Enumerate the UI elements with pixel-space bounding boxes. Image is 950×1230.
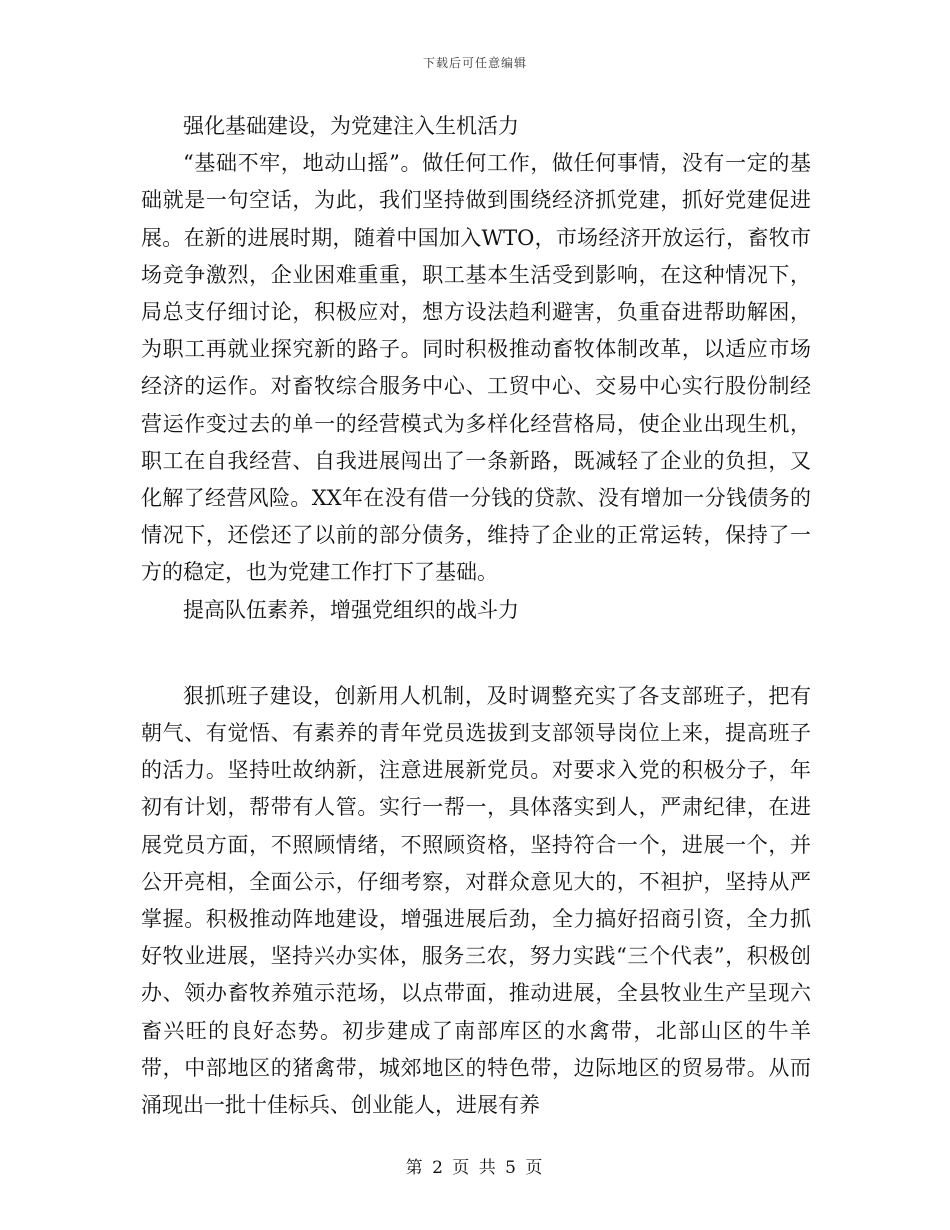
header-note: 下载后可任意编辑 [422,56,527,70]
section-heading-1: 强化基础建设，为党建注入生机活力 [183,114,519,138]
blank-line [141,629,811,678]
section-heading-2: 提高队伍素养，增强党组织的战斗力 [183,597,519,622]
paragraph-1: “基础不牢，地动山摇”。做任何工作，做任何事情，没有一定的基础就是一句空话，为此，我们坚持做到围绕经济抓党建，抓好党建促进展。在新的进展时期，随着中国加入WTO，市场经济开放运行，畜牧市场竞争激烈，企业困难重重，职工基本生活受到影响，在这种情况下，局总支仔细讨论，积极应对，想方设法趋利避害，负重奋进帮助解困，为职工再就业探究新的路子。同时积极推动畜牧体制改革，以适应市场经济的运作。对畜牧综合服务中心、工贸中心、交易中心实行股份制经营运作变过去的单一的经营模式为多样化经营格局，使企业出现生机，职工在自我经营、自我进展闯出了一条新路，既减轻了企业的负担，又化解了经营风险。XX年在没有借一分钱的贷款、没有增加一分钱债务的情况下，还偿还了以前的部分债务，维持了企业的正常运转，保持了一方的稳定，也为党建工作打下了基础。 [141,151,811,585]
document-body [141,108,811,1124]
paragraph-2: 狠抓班子建设，创新用人机制，及时调整充实了各支部班子，把有朝气、有觉悟、有素养的青年党员选拔到支部领导岗位上来，提高班子的活力。坚持吐故纳新，注意进展新党员。对要求入党的积极分子，年初有计划，帮带有人管。实行一帮一，具体落实到人，严肃纪律，在进展党员方面，不照顾情绪，不照顾资格，坚持符合一个，进展一个，并公开亮相，全面公示，仔细考察，对群众意见大的，不袒护，坚持从严掌握。积极推动阵地建设，增强进展后劲，全力搞好招商引资，全力抓好牧业进展，坚持兴办实体，服务三农，努力实践“三个代表”，积极创办、领办畜牧养殖示范场，以点带面，推动进展，全县牧业生产呈现六畜兴旺的良好态势。初步建成了南部库区的水禽带，北部山区的牛羊带，中部地区的猪禽带，城郊地区的特色带，边际地区的贸易带。从而涌现出一批十佳标兵、创业能人，进展有养 [141,683,811,1118]
page-number: 第 2 页 共 5 页 [405,1158,545,1178]
